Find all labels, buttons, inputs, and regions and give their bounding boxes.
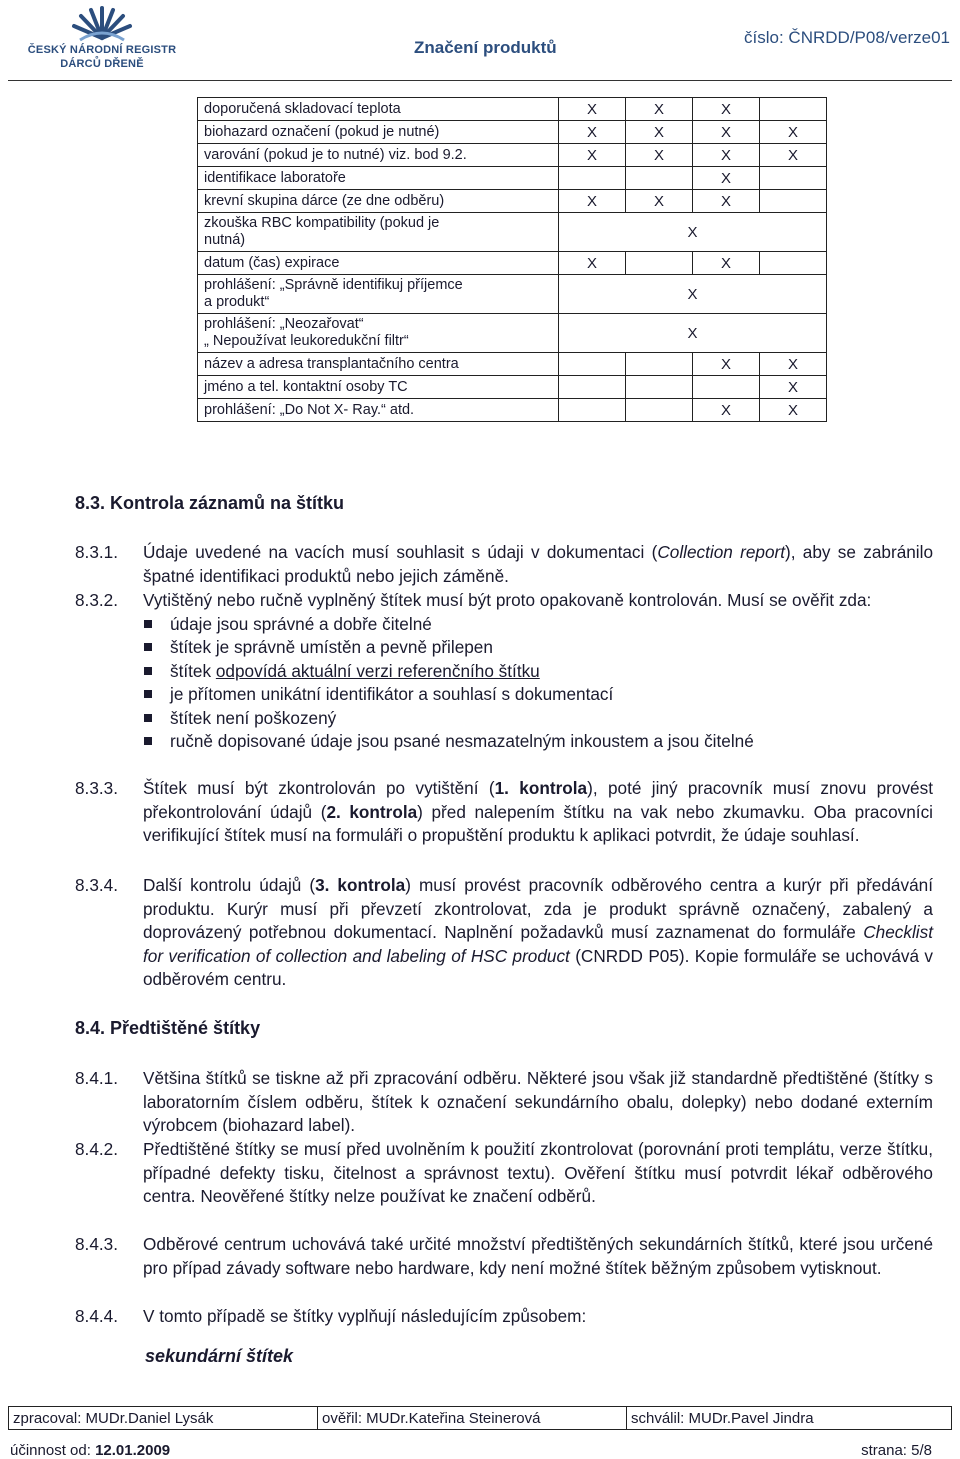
paragraph-8-3-4 bbox=[75, 874, 933, 992]
mark-cell: X bbox=[693, 98, 760, 121]
paragraph-number: 8.3.3. bbox=[75, 778, 119, 798]
mark-cell: X bbox=[626, 144, 693, 167]
merged-mark-cell: X bbox=[559, 213, 827, 252]
table-row bbox=[198, 353, 827, 376]
text-run-bold: 3. kontrola bbox=[315, 875, 406, 895]
document-title: Značení produktů bbox=[414, 38, 557, 57]
paragraph-number: 8.4.1. bbox=[75, 1068, 119, 1088]
mark-cell: X bbox=[760, 121, 827, 144]
mark-cell: X bbox=[693, 353, 760, 376]
row-label-line: „ Nepoužívat leukoredukční filtr“ bbox=[204, 333, 409, 349]
verified-by: ověřil: MUDr.Kateřina Steinerová bbox=[318, 1407, 627, 1430]
logo-text-line1: ČESKÝ NÁRODNÍ REGISTR bbox=[27, 44, 177, 56]
section-heading-8-3: 8.3. Kontrola záznamů na štítku bbox=[75, 493, 345, 513]
list-item: štítek není poškozený bbox=[143, 707, 933, 731]
mark-cell bbox=[626, 167, 693, 190]
registry-logo bbox=[22, 2, 182, 74]
row-label-line: prohlášení: „Správně identifikuj příjemce bbox=[204, 277, 463, 293]
row-label: jméno a tel. kontaktní osoby TC bbox=[198, 376, 559, 399]
paragraph-8-4-4 bbox=[75, 1305, 933, 1329]
mark-cell bbox=[760, 190, 827, 213]
table-row bbox=[198, 144, 827, 167]
mark-cell: X bbox=[693, 252, 760, 275]
mark-cell: X bbox=[626, 121, 693, 144]
table-row bbox=[198, 98, 827, 121]
row-label-line: zkouška RBC kompatibility (pokud je bbox=[204, 215, 440, 231]
text-run-italic: Checklist for verification of collection and labeling of HSC product bbox=[143, 922, 933, 966]
page-number: strana: 5/8 bbox=[861, 1442, 932, 1459]
paragraph-text: Odběrové centrum uchovává také určité množství předtištěných sekundárních štítků, které jsou určené pro případ závady software nebo hardware, kdy není možné štítek běžným způsobem vytisknout. bbox=[143, 1234, 933, 1278]
row-label-line: prohlášení: „Neozařovat“ bbox=[204, 316, 364, 332]
label-content-table bbox=[197, 97, 827, 422]
mark-cell bbox=[626, 376, 693, 399]
mark-cell bbox=[760, 252, 827, 275]
list-item: štítek je správně umístěn a pevně přilepen bbox=[143, 636, 933, 660]
text-run-italic: Collection report bbox=[657, 542, 786, 562]
mark-cell: X bbox=[693, 167, 760, 190]
mark-cell bbox=[559, 353, 626, 376]
row-label: biohazard označení (pokud je nutné) bbox=[198, 121, 559, 144]
text-run: ) před nalepením štítku na vak nebo zkumavku. Oba pracovníci verifikující štítek musí na formuláři o propuštění produktu k aplikaci potvrdit, že údaje souhlasí. bbox=[143, 801, 933, 845]
mark-cell: X bbox=[693, 121, 760, 144]
table-row bbox=[198, 190, 827, 213]
mark-cell: X bbox=[760, 144, 827, 167]
row-label: prohlášení: „Do Not X- Ray.“ atd. bbox=[198, 399, 559, 422]
header-divider bbox=[8, 80, 952, 81]
text-run: Štítek musí být zkontrolován po vytištění ( bbox=[143, 778, 495, 798]
effective-date bbox=[10, 1442, 170, 1459]
table-row bbox=[198, 213, 827, 252]
approved-by: schválil: MUDr.Pavel Jindra bbox=[627, 1407, 952, 1430]
text-run: ) musí provést pracovník odběrového centra a kurýr při předávání produktu. Kurýr musí při převzetí zkontrolovat, zda je produkt správně označený, zabalený a doprovázený potřebnou dokumentací. Naplnění požadavků musí zaznamenat do formuláře bbox=[143, 875, 933, 942]
text-run: (CNRDD P05). Kopie formuláře se uchovává v odběrovém centru. bbox=[143, 945, 933, 989]
row-label: krevní skupina dárce (ze dne odběru) bbox=[198, 190, 559, 213]
text-run: ), poté jiný pracovník musí znovu provést překontrolování údajů ( bbox=[143, 778, 933, 822]
mark-cell: X bbox=[559, 190, 626, 213]
row-label: doporučená skladovací teplota bbox=[198, 98, 559, 121]
text-run-bold: 1. kontrola bbox=[494, 778, 588, 798]
paragraph-text: Předtištěné štítky se musí před uvolněním k použití zkontrolovat (porovnání proti templátu, verze štítku, případné defekty tisku, čitelnost a správnost textu). Ověření štítku musí potvrdit lékař odběrového centra. Neověřené štítky nelze používat ke značení odběrů. bbox=[143, 1139, 933, 1206]
list-item: je přítomen unikátní identifikátor a souhlasí s dokumentací bbox=[143, 683, 933, 707]
mark-cell bbox=[693, 376, 760, 399]
paragraph-8-4-2 bbox=[75, 1138, 933, 1209]
mark-cell bbox=[760, 167, 827, 190]
mark-cell: X bbox=[693, 144, 760, 167]
verification-checklist bbox=[143, 613, 933, 754]
mark-cell bbox=[559, 376, 626, 399]
list-item: údaje jsou správné a dobře čitelné bbox=[143, 613, 933, 637]
paragraph-number: 8.4.2. bbox=[75, 1139, 119, 1159]
row-label bbox=[198, 275, 559, 314]
row-label: identifikace laboratoře bbox=[198, 167, 559, 190]
paragraph-text bbox=[143, 777, 933, 848]
paragraph-text bbox=[143, 541, 933, 588]
list-item bbox=[143, 660, 933, 684]
paragraph-number: 8.4.4. bbox=[75, 1306, 119, 1326]
row-label bbox=[198, 314, 559, 353]
text-run: Další kontrolu údajů ( bbox=[143, 875, 316, 895]
table-row bbox=[198, 167, 827, 190]
text-run-bold: 2. kontrola bbox=[326, 801, 418, 822]
table-row bbox=[198, 376, 827, 399]
table-row bbox=[198, 399, 827, 422]
mark-cell: X bbox=[760, 399, 827, 422]
paragraph-number: 8.4.3. bbox=[75, 1234, 119, 1254]
effective-date-label: účinnost od: bbox=[10, 1442, 96, 1459]
paragraph-8-4-1 bbox=[75, 1067, 933, 1138]
paragraph-8-4-3 bbox=[75, 1233, 933, 1280]
text-run: štítek bbox=[170, 660, 216, 681]
mark-cell: X bbox=[559, 98, 626, 121]
text-run-underlined: odpovídá aktuální verzi referenčního štítku bbox=[215, 660, 540, 681]
effective-date-value: 12.01.2009 bbox=[95, 1442, 171, 1459]
merged-mark-cell: X bbox=[559, 314, 827, 353]
table-row bbox=[198, 314, 827, 353]
page-header bbox=[0, 0, 960, 88]
row-label: varování (pokud je to nutné) viz. bod 9.2. bbox=[198, 144, 559, 167]
text-run: ), aby se zabránilo špatné identifikaci produktů nebo jejich záměně. bbox=[143, 542, 934, 586]
mark-cell: X bbox=[693, 190, 760, 213]
row-label-line: a produkt“ bbox=[204, 294, 270, 310]
paragraph-text bbox=[143, 589, 933, 754]
paragraph-text: Většina štítků se tiskne až při zpracování odběru. Některé jsou však již standardně předtištěné (štítky s laboratorním číslem odběru, štítek k označení sekundárního obalu, dolepky) nebo dodané externím výrobcem (biohazard label). bbox=[143, 1068, 933, 1135]
merged-mark-cell: X bbox=[559, 275, 827, 314]
row-label-line: nutná) bbox=[204, 232, 246, 248]
mark-cell: X bbox=[693, 399, 760, 422]
text-run: Údaje uvedené na vacích musí souhlasit s údaji v dokumentaci ( bbox=[143, 542, 658, 562]
table-row bbox=[198, 121, 827, 144]
table-row bbox=[198, 252, 827, 275]
mark-cell bbox=[626, 252, 693, 275]
mark-cell: X bbox=[559, 252, 626, 275]
mark-cell: X bbox=[559, 144, 626, 167]
paragraph-number: 8.3.4. bbox=[75, 875, 119, 895]
paragraph-number: 8.3.2. bbox=[75, 590, 119, 610]
paragraph-8-3-3 bbox=[75, 777, 933, 848]
sunburst-logo-icon bbox=[66, 2, 138, 42]
row-label bbox=[198, 213, 559, 252]
row-label: název a adresa transplantačního centra bbox=[198, 353, 559, 376]
mark-cell: X bbox=[626, 98, 693, 121]
document-number: číslo: ČNRDD/P08/verze01 bbox=[744, 28, 950, 47]
mark-cell: X bbox=[760, 376, 827, 399]
mark-cell bbox=[559, 399, 626, 422]
section-heading-8-4: 8.4. Předtištěné štítky bbox=[75, 1018, 261, 1038]
prepared-by: zpracoval: MUDr.Daniel Lysák bbox=[9, 1407, 318, 1430]
table-row bbox=[198, 275, 827, 314]
table-row bbox=[9, 1407, 952, 1430]
signature-table bbox=[8, 1406, 952, 1430]
list-item: ručně dopisované údaje jsou psané nesmazatelným inkoustem a jsou čitelné bbox=[143, 730, 933, 754]
mark-cell bbox=[626, 399, 693, 422]
mark-cell bbox=[626, 353, 693, 376]
mark-cell: X bbox=[559, 121, 626, 144]
paragraph-text bbox=[143, 874, 933, 992]
paragraph-text: V tomto případě se štítky vyplňují následujícím způsobem: bbox=[143, 1306, 587, 1326]
paragraph-8-3-2 bbox=[75, 589, 933, 754]
row-label: datum (čas) expirace bbox=[198, 252, 559, 275]
paragraph-8-3-1 bbox=[75, 541, 933, 588]
text-run: Vytištěný nebo ručně vyplněný štítek musí být proto opakovaně kontrolován. Musí se ověřit zda: bbox=[143, 590, 872, 610]
secondary-label-heading: sekundární štítek bbox=[145, 1346, 294, 1366]
logo-text-line2: DÁRCŮ DŘENĚ bbox=[60, 58, 144, 70]
mark-cell: X bbox=[760, 353, 827, 376]
mark-cell bbox=[760, 98, 827, 121]
paragraph-number: 8.3.1. bbox=[75, 542, 119, 562]
mark-cell: X bbox=[626, 190, 693, 213]
mark-cell bbox=[559, 167, 626, 190]
